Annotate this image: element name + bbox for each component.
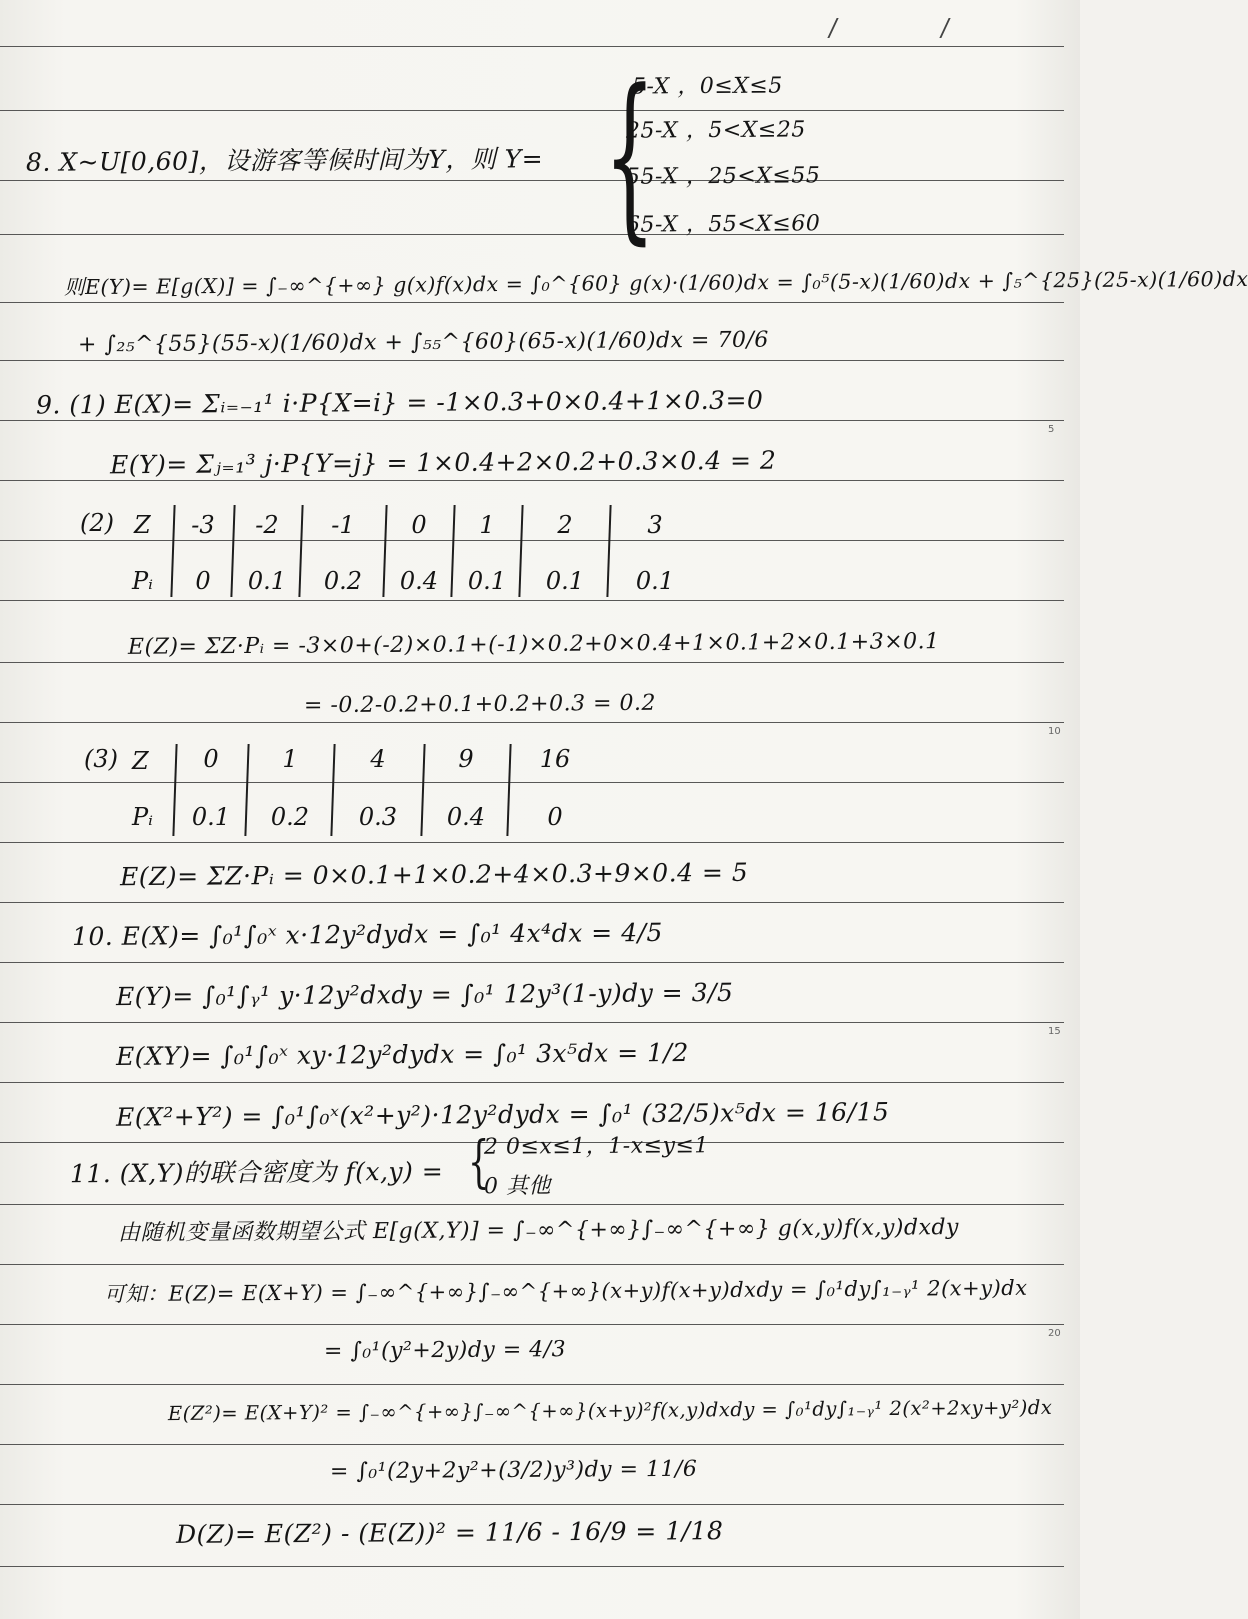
problem9-ez2: E(Z)= ΣZ·Pᵢ = -3×0+(-2)×0.1+(-1)×0.2+0×0.4+1×0.1+2×0.1+3×0.1 [127, 629, 940, 660]
z-value: 1 [282, 745, 298, 773]
problem8-case: 5-X ，0≤X≤5 [631, 73, 783, 100]
ruled-line [0, 600, 1064, 601]
ruled-line [0, 46, 1064, 47]
p-value: 0.1 [467, 567, 507, 595]
ruled-line [0, 234, 1064, 235]
left-brace: { [468, 1130, 490, 1195]
ruled-line [0, 360, 1064, 361]
p-label: Pᵢ [132, 567, 153, 595]
problem8-case: 55-X ，25<X≤55 [625, 163, 821, 190]
margin-number: 5 [1048, 424, 1055, 435]
ruled-line [0, 1022, 1064, 1023]
ruled-line [0, 110, 1064, 111]
ruled-line [0, 842, 1064, 843]
ruled-line [0, 1566, 1064, 1567]
margin-number: 20 [1048, 1328, 1061, 1339]
problem11-ez: 可知：E(Z)= E(X+Y) = ∫₋∞^{+∞}∫₋∞^{+∞}(x+y)f(x+y)dxdy = ∫₀¹dy∫₁₋ᵧ¹ 2(x+y)dx [103, 1275, 1028, 1307]
ruled-line [0, 302, 1064, 303]
p-value: 0 [195, 567, 211, 595]
part-label: (2) [80, 509, 114, 537]
problem10-ey: E(Y)= ∫₀¹∫ᵧ¹ y·12y²dxdy = ∫₀¹ 12y³(1-y)dy = 3/5 [115, 977, 734, 1012]
ruled-line [0, 1504, 1064, 1505]
ruled-line [0, 902, 1064, 903]
problem11-density-case: 0 其他 [483, 1173, 552, 1200]
ruled-line [0, 420, 1064, 421]
p-value: 0.1 [191, 803, 231, 831]
p-value: 0.1 [247, 567, 287, 595]
ruled-line [0, 1324, 1064, 1325]
problem10-ex: 10. E(X)= ∫₀¹∫₀ˣ x·12y²dydx = ∫₀¹ 4x⁴dx = 4/5 [71, 917, 663, 952]
z-value: 4 [370, 745, 386, 773]
p-value: 0 [547, 803, 563, 831]
p-value: 0.3 [358, 803, 398, 831]
z-value: 0 [411, 511, 427, 539]
problem9-ez2-cont: = -0.2-0.2+0.1+0.2+0.3 = 0.2 [303, 690, 657, 719]
margin-number: 10 [1048, 726, 1061, 737]
p-label: Pᵢ [132, 803, 153, 831]
part-label: (3) [84, 745, 118, 773]
p-value: 0.4 [399, 567, 439, 595]
problem9-ez3: E(Z)= ΣZ·Pᵢ = 0×0.1+1×0.2+4×0.3+9×0.4 = 5 [119, 857, 749, 892]
problem11-density-case: 2 0≤x≤1，1-x≤y≤1 [483, 1133, 709, 1160]
problem11-ez2-cont: = ∫₀¹(2y+2y²+(3/2)y³)dy = 11/6 [329, 1456, 698, 1485]
problem8-expectation: 则E(Y)= E[g(X)] = ∫₋∞^{+∞} g(x)f(x)dx = ∫₀^{60} g(x)·(1/60)dx = ∫₀⁵(5-x)(1/60)dx + ∫₅^{25}(25-x)(1/60)dx [63, 266, 1248, 300]
p-value: 0.1 [635, 567, 675, 595]
z-value: 16 [539, 745, 571, 773]
problem9-ey: E(Y)= Σⱼ₌₁³ j·P{Y=j} = 1×0.4+2×0.2+0.3×0.4 = 2 [109, 445, 777, 480]
z-label: Z [134, 511, 151, 539]
problem8-case: 65-X ，55<X≤60 [625, 211, 821, 238]
ruled-line [0, 1204, 1064, 1205]
z-value: -3 [191, 511, 215, 539]
ruled-line [0, 480, 1064, 481]
z-value: 0 [203, 745, 219, 773]
p-value: 0.4 [446, 803, 486, 831]
ruled-line [0, 782, 1064, 783]
z-value: 2 [557, 511, 573, 539]
problem11-ez2: E(Z²)= E(X+Y)² = ∫₋∞^{+∞}∫₋∞^{+∞}(x+y)²f(x,y)dxdy = ∫₀¹dy∫₁₋ᵧ¹ 2(x²+2xy+y²)dx [167, 1395, 1053, 1426]
problem11-formula: 由随机变量函数期望公式 E[g(X,Y)] = ∫₋∞^{+∞}∫₋∞^{+∞} g(x,y)f(x,y)dxdy [117, 1215, 960, 1246]
p-value: 0.2 [323, 567, 363, 595]
problem9-ex: 9. (1) E(X)= Σᵢ₌₋₁¹ i·P{X=i} = -1×0.3+0×0.4+1×0.3=0 [35, 385, 764, 420]
margin-number: 15 [1048, 1026, 1061, 1037]
ruled-line [0, 540, 1064, 541]
ruled-line [0, 1264, 1064, 1265]
corner-tick [827, 18, 838, 38]
ruled-line [0, 1444, 1064, 1445]
z-value: 1 [479, 511, 495, 539]
z-label: Z [132, 747, 149, 775]
z-value: -1 [331, 511, 355, 539]
problem8-case: 25-X ，5<X≤25 [625, 117, 806, 144]
ruled-line [0, 722, 1064, 723]
z-value: -2 [255, 511, 279, 539]
problem8-expectation-cont: + ∫₂₅^{55}(55-x)(1/60)dx + ∫₅₅^{60}(65-x)(1/60)dx = 70/6 [77, 327, 769, 358]
problem10-exy: E(XY)= ∫₀¹∫₀ˣ xy·12y²dydx = ∫₀¹ 3x⁵dx = 1/2 [115, 1038, 689, 1071]
problem11-dz: D(Z)= E(Z²) - (E(Z))² = 11/6 - 16/9 = 1/18 [175, 1516, 724, 1549]
z-value: 3 [647, 511, 663, 539]
problem8-statement: 8. X~U[0,60]，设游客等候时间为Y，则 Y= [25, 144, 544, 177]
left-brace: { [604, 52, 656, 261]
corner-tick [939, 18, 950, 38]
z-value: 9 [458, 745, 474, 773]
ruled-line [0, 180, 1064, 181]
problem10-ex2y2: E(X²+Y²) = ∫₀¹∫₀ˣ(x²+y²)·12y²dydx = ∫₀¹ (32/5)x⁵dx = 16/15 [115, 1097, 890, 1132]
ruled-line [0, 1082, 1064, 1083]
problem11-ez-cont: = ∫₀¹(y²+2y)dy = 4/3 [323, 1337, 567, 1364]
p-value: 0.2 [270, 803, 310, 831]
ruled-line [0, 1384, 1064, 1385]
ruled-line [0, 962, 1064, 963]
problem11-density: 11. (X,Y)的联合密度为 f(x,y) = [69, 1156, 444, 1189]
p-value: 0.1 [545, 567, 585, 595]
